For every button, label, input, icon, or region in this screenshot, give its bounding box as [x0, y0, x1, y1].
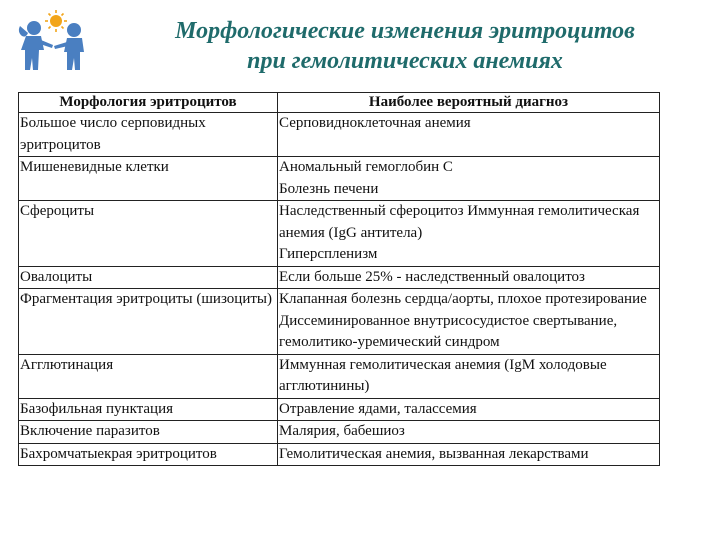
diagnosis-cell: [278, 398, 660, 421]
morphology-cell: [19, 289, 278, 355]
morphology-cell: [19, 398, 278, 421]
cell-text: Если больше 25% - наследственный овалоцитоз: [279, 268, 585, 285]
cell-text: Аномальный гемоглобин С: [279, 159, 453, 175]
cell-text: Наследственный сфероцитоз Иммунная гемолитическая анемия (IgG антитела): [279, 203, 640, 241]
sun-icon: [45, 10, 67, 32]
morphology-cell: [19, 266, 278, 289]
table-row: [19, 421, 660, 444]
table-row: [19, 443, 660, 466]
table-row: [19, 354, 660, 398]
cell-text: Болезнь печени: [279, 180, 379, 197]
cell-text: Клапанная болезнь сердца/аорты, плохое протезирование: [279, 291, 647, 307]
morphology-table: [18, 92, 660, 466]
diagnosis-cell: [278, 266, 660, 289]
table-row: [19, 289, 660, 355]
morphology-cell: [19, 157, 278, 201]
diagnosis-cell: [278, 354, 660, 398]
table-row: [19, 201, 660, 267]
children-sun-logo: [14, 8, 94, 74]
cell-text: Диссеминированное внутрисосудистое свертывание, гемолитико-уремический синдром: [279, 312, 618, 350]
diagnosis-cell: [278, 113, 660, 157]
cell-text: Малярия, бабешиоз: [279, 423, 405, 439]
table-row: [19, 266, 660, 289]
cell-text: Фрагментация эритроциты (шизоциты): [20, 291, 272, 307]
header-morphology: Морфология эритроцитов: [19, 93, 278, 113]
cell-text: Сфероциты: [20, 203, 95, 219]
diagnosis-cell: [278, 201, 660, 267]
morphology-cell: [19, 113, 278, 157]
cell-text: Мишеневидные клетки: [20, 159, 169, 175]
cell-text: Овалоциты: [20, 268, 93, 285]
diagnosis-cell: [278, 443, 660, 466]
table-row: [19, 157, 660, 201]
cell-text: Гемолитическая анемия, вызванная лекарствами: [279, 445, 589, 462]
cell-text: Отравление ядами, талассемия: [279, 400, 477, 417]
title-line-1: Морфологические изменения эритроцитов: [175, 18, 635, 44]
table-row: [19, 398, 660, 421]
morphology-cell: [19, 354, 278, 398]
cell-text: Агглютинация: [20, 356, 114, 373]
cell-text: Базофильная пунктация: [20, 400, 174, 417]
cell-text: Бахромчатыекрая эритроцитов: [20, 445, 217, 462]
title-line-2: при гемолитических анемиях: [247, 48, 563, 74]
diagnosis-cell: [278, 289, 660, 355]
cell-text: Большое число серповидных эритроцитов: [20, 115, 206, 153]
diagnosis-cell: [278, 421, 660, 444]
cell-text: Включение паразитов: [20, 423, 160, 439]
morphology-cell: [19, 443, 278, 466]
children-silhouette-icon: [19, 21, 84, 70]
slide-title: [100, 16, 710, 76]
morphology-cell: [19, 421, 278, 444]
header-diagnosis: Наиболее вероятный диагноз: [278, 93, 660, 113]
morphology-cell: [19, 201, 278, 267]
diagnosis-cell: [278, 157, 660, 201]
cell-text: Иммунная гемолитическая анемия (IgM холодовые агглютинины): [279, 356, 607, 394]
cell-text: Гиперспленизм: [279, 246, 378, 262]
table-header-row: [19, 93, 660, 113]
cell-text: Серповидноклеточная анемия: [279, 115, 471, 131]
table-row: [19, 113, 660, 157]
